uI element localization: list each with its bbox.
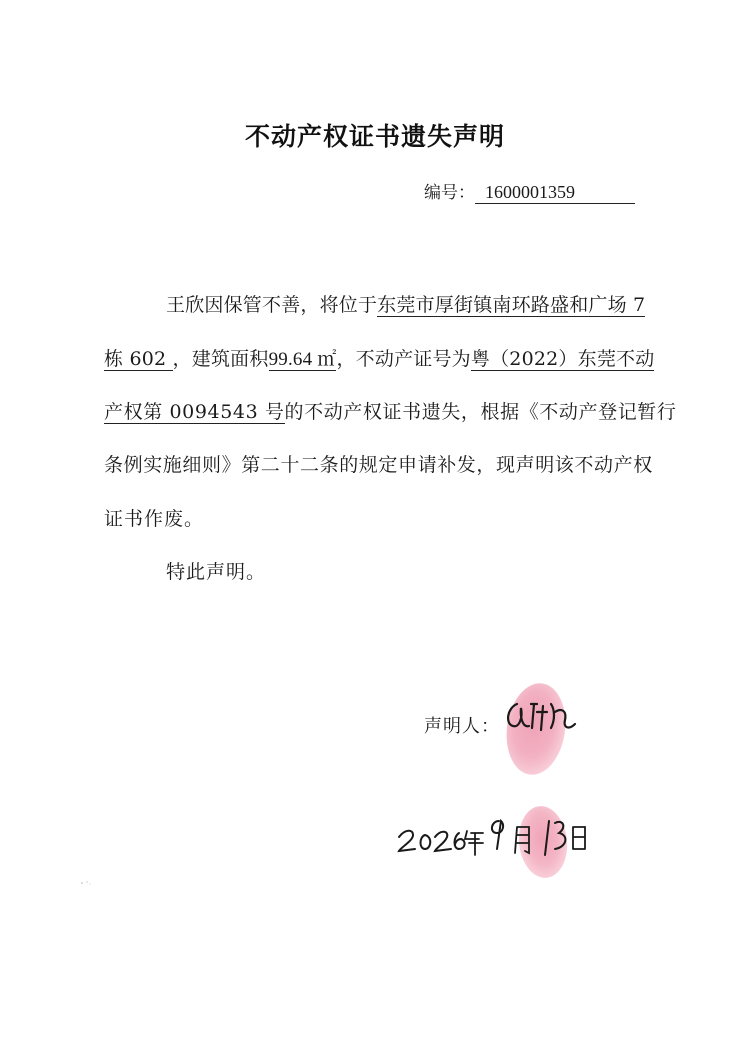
building-unit: 栋 602 — [104, 348, 173, 370]
floor-area: 99.64 ㎡ — [268, 349, 337, 370]
certificate-id-part2: 产权第 0094543 号 — [104, 401, 285, 423]
signer-label: 声明人： — [424, 716, 500, 737]
body-line-4: 条例实施细则》第二十二条的规定申请补发，现声明该不动产权 — [104, 454, 653, 476]
property-address: 东莞市厚街镇南环路盛和广场 7 — [377, 294, 646, 316]
handwritten-date — [395, 803, 595, 863]
scan-speck — [80, 880, 92, 886]
closing-statement: 特此声明。 — [166, 561, 267, 583]
body-text: ，不动产证号为 — [336, 348, 471, 370]
document-title: 不动产权证书遗失声明 — [244, 122, 505, 151]
number-value: 1600001359 — [475, 182, 635, 204]
body-line-1 — [166, 290, 645, 320]
body-text: 的不动产权证书遗失，根据《不动产登记暂行 — [284, 401, 677, 423]
certificate-number — [424, 178, 635, 204]
body-line-2 — [104, 344, 654, 375]
body-line-5: 证书作废。 — [104, 508, 205, 530]
number-label: 编号： — [424, 183, 475, 203]
body-line-3 — [104, 397, 677, 427]
handwritten-signature — [503, 690, 583, 740]
body-text: 王欣因保管不善，将位于 — [166, 294, 378, 316]
body-text: ，建筑面积 — [172, 348, 269, 370]
certificate-id-part1: 粤（2022）东莞不动 — [470, 348, 655, 370]
